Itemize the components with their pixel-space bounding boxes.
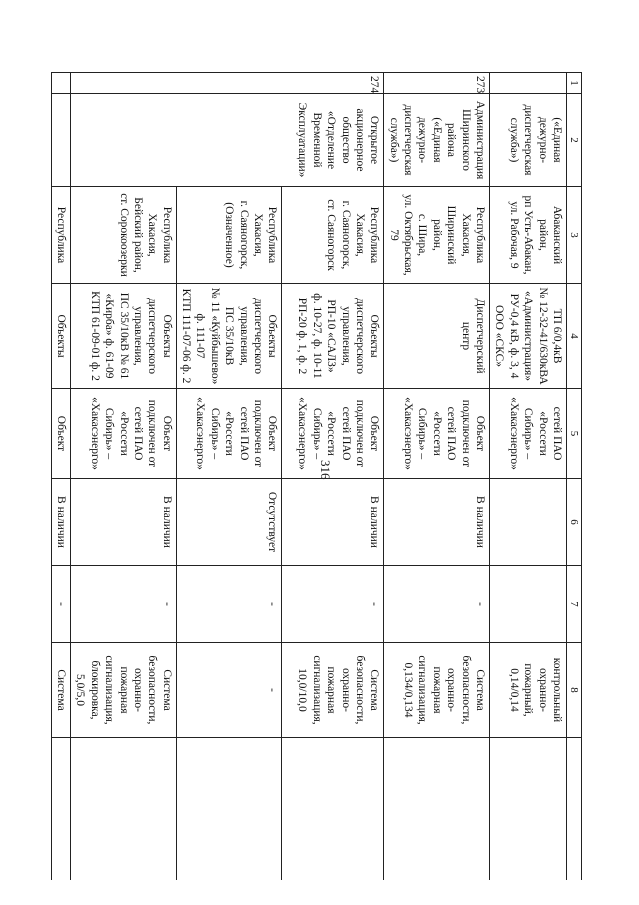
header-cell-3: 3 bbox=[567, 187, 582, 284]
table-row-cut bbox=[51, 73, 70, 880]
cell-organization: Администрация Ширинского района («Единая дежурно- диспетчерская служба») bbox=[384, 94, 490, 187]
header-row bbox=[567, 73, 582, 880]
cell-col7: - bbox=[71, 566, 177, 643]
cell-col7 bbox=[490, 566, 567, 643]
cell-power-source: Объект подключен от сетей ПАО «Россети Сибирь» – «Хакасэнерго» bbox=[71, 389, 177, 479]
margin-cell bbox=[567, 738, 582, 880]
table-row-273 bbox=[384, 73, 490, 880]
cell-address: Республика bbox=[51, 187, 70, 284]
header-cell-5: 5 bbox=[567, 389, 582, 479]
cell-availability: В наличии bbox=[71, 479, 177, 566]
header-cell-4: 4 bbox=[567, 284, 582, 389]
cell-object: Объекты диспетчерского управления, РП-10 «САЛЗ» ф. 10-27, ф. 10-11 РП-20 ф. 1, ф. 2 bbox=[282, 284, 384, 389]
cell-number bbox=[51, 73, 70, 94]
margin-cell bbox=[176, 738, 282, 880]
cell-power-source: Объект подключен от сетей ПАО «Россети Сибирь» – «Хакасэнерго» bbox=[384, 389, 490, 479]
cell-organization: («Единая дежурно- диспетчерская служба») bbox=[490, 94, 567, 187]
cell-address: Республика Хакасия, Ширинский район, с. Шира, ул. Октябрьская, 79 bbox=[384, 187, 490, 284]
margin-cell bbox=[490, 738, 567, 880]
cell-availability bbox=[490, 479, 567, 566]
cell-availability: В наличии bbox=[282, 479, 384, 566]
table-container bbox=[55, 72, 582, 879]
margin-cell bbox=[71, 738, 177, 880]
cell-power-source: сетей ПАО «Россети Сибирь» – «Хакасэнерго» bbox=[490, 389, 567, 479]
cell-availability: В наличии bbox=[384, 479, 490, 566]
cell-address: Республика Хакасия, г. Саяногорск, (Означенное) bbox=[176, 187, 282, 284]
header-cell-6: 6 bbox=[567, 479, 582, 566]
cell-number bbox=[490, 73, 567, 94]
cell-system: Система безопасности, охранно- пожарная сигнализация, 0,134/0,134 bbox=[384, 643, 490, 738]
margin-cell bbox=[282, 738, 384, 880]
table-row-274 bbox=[282, 73, 384, 880]
cell-address: Республика Хакасия, г. Саяногорск, ст. Саяногорск bbox=[282, 187, 384, 284]
cell-object: Объекты диспетчерского управления, ПС 35/10кВ № 61 «Кирба» ф. 61-09 КТП 61-09-01 ф. 2 bbox=[71, 284, 177, 389]
cell-address: Республика Хакасия, Бейский район, ст. Сорокоозерки bbox=[71, 187, 177, 284]
cell-power-source: Объект подключен от сетей ПАО «Россети Сибирь» – «Хакасэнерго» bbox=[282, 389, 384, 479]
table-row-274-sub bbox=[176, 73, 282, 880]
cell-organization bbox=[51, 94, 70, 187]
cell-availability: В наличии bbox=[51, 479, 70, 566]
data-table bbox=[51, 72, 582, 880]
cell-object: Диспетчерский центр bbox=[384, 284, 490, 389]
cell-power-source: Объект подключен от сетей ПАО «Россети Сибирь» – «Хакасэнерго» bbox=[176, 389, 282, 479]
cell-col7: - bbox=[282, 566, 384, 643]
page-number: 316 bbox=[318, 460, 333, 480]
cell-organization: Открытое акционерное общество «Отделение Временной Эксплуатации» bbox=[71, 94, 384, 187]
cell-system: Система безопасности, охранно- пожарная сигнализация, 10,0/10,0 bbox=[282, 643, 384, 738]
header-cell-1: 1 bbox=[567, 73, 582, 94]
cell-object: Объекты bbox=[51, 284, 70, 389]
cell-col7: - bbox=[51, 566, 70, 643]
cell-col7: - bbox=[176, 566, 282, 643]
cell-address: Абаканский район, рп Усть-Абакан, ул. Рабочая, 9 bbox=[490, 187, 567, 284]
cell-col7: - bbox=[384, 566, 490, 643]
cell-number: 273 bbox=[384, 73, 490, 94]
cell-system: контрольный охранно- пожарный, 0,14/0,14 bbox=[490, 643, 567, 738]
header-cell-8: 8 bbox=[567, 643, 582, 738]
cell-number: 274 bbox=[71, 73, 384, 94]
cell-system: Система безопасности, охранно- пожарная сигнализация, блокировка, 5,0/5,0 bbox=[71, 643, 177, 738]
margin-cell bbox=[384, 738, 490, 880]
cell-system: Система bbox=[51, 643, 70, 738]
header-cell-7: 7 bbox=[567, 566, 582, 643]
cell-object: ТП 6/0,4кВ № 12-32-41/630кВА «Администрация» РУ-0,4 кВ, ф. 3, 4 ООО «СКС» bbox=[490, 284, 567, 389]
margin-cell bbox=[51, 738, 70, 880]
table-row-274-sub bbox=[71, 73, 177, 880]
cell-system: - bbox=[176, 643, 282, 738]
cell-availability: Отсутствует bbox=[176, 479, 282, 566]
header-cell-2: 2 bbox=[567, 94, 582, 187]
table-row-continued bbox=[490, 73, 567, 880]
cell-power-source: Объект bbox=[51, 389, 70, 479]
cell-object: Объекты диспетчерского управления, ПС 35/10кВ № 11 «Куйбышево» ф. 111-07 КТП 111-07-06 ф. 2 bbox=[176, 284, 282, 389]
